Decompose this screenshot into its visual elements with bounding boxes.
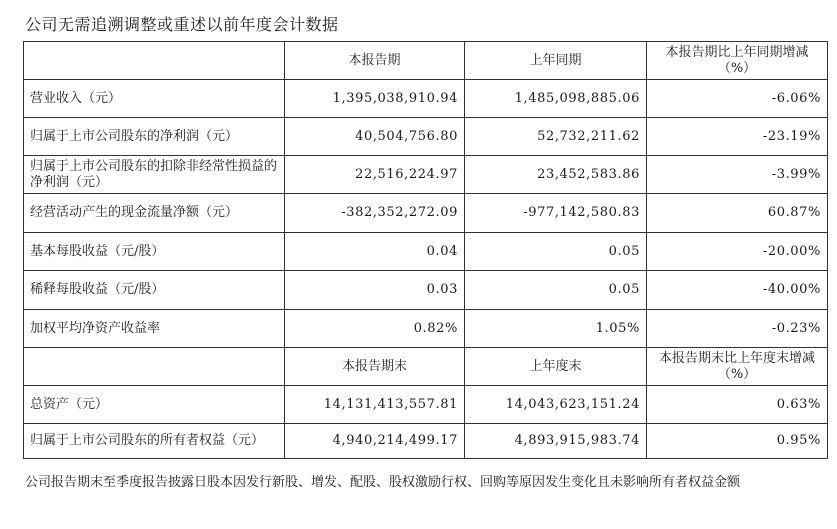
table-row (24, 271, 828, 310)
subheader-cell-prior-year-end: 上年度末 (465, 348, 647, 386)
row-current-value: 1,395,038,910.94 (285, 80, 465, 118)
row-current-value: 22,516,224.97 (285, 156, 465, 194)
header-cell-change: 本报告期比上年同期增减（%） (647, 42, 828, 80)
table-row (24, 310, 828, 348)
row-current-value: 40,504,756.80 (285, 118, 465, 156)
row-label: 基本每股收益（元/股） (24, 233, 285, 271)
table-row (24, 194, 828, 233)
subheader-cell-change: 本报告期末比上年度末增减（%） (647, 348, 828, 386)
table-subheader-row (24, 348, 828, 386)
row-label: 经营活动产生的现金流量净额（元） (24, 194, 285, 233)
row-change-value: 0.95% (647, 424, 828, 459)
subheader-cell-blank (24, 348, 285, 386)
row-prior-value: 0.05 (465, 271, 647, 310)
row-prior-value: 14,043,623,151.24 (465, 386, 647, 424)
row-change-value: 0.63% (647, 386, 828, 424)
table-row (24, 156, 828, 194)
table-row (24, 80, 828, 118)
row-current-value: -382,352,272.09 (285, 194, 465, 233)
row-change-value: 60.87% (647, 194, 828, 233)
row-current-value: 14,131,413,557.81 (285, 386, 465, 424)
row-label: 归属于上市公司股东的所有者权益（元） (24, 424, 285, 459)
row-change-value: -3.99% (647, 156, 828, 194)
row-change-value: -0.23% (647, 310, 828, 348)
row-current-value: 0.04 (285, 233, 465, 271)
table-row (24, 233, 828, 271)
row-current-value: 0.82% (285, 310, 465, 348)
row-label: 加权平均净资产收益率 (24, 310, 285, 348)
row-prior-value: 1.05% (465, 310, 647, 348)
row-label: 稀释每股收益（元/股） (24, 271, 285, 310)
row-prior-value: 52,732,211.62 (465, 118, 647, 156)
table-row (24, 424, 828, 459)
row-label: 总资产（元） (24, 386, 285, 424)
table-row (24, 386, 828, 424)
table-row (24, 118, 828, 156)
row-prior-value: -977,142,580.83 (465, 194, 647, 233)
row-label: 归属于上市公司股东的净利润（元） (24, 118, 285, 156)
row-change-value: -20.00% (647, 233, 828, 271)
row-change-value: -23.19% (647, 118, 828, 156)
financial-data-table (23, 41, 828, 459)
header-cell-prior-period: 上年同期 (465, 42, 647, 80)
subheader-cell-period-end: 本报告期末 (285, 348, 465, 386)
row-change-value: -6.06% (647, 80, 828, 118)
row-prior-value: 1,485,098,885.06 (465, 80, 647, 118)
table-header-row (24, 42, 828, 80)
header-cell-current-period: 本报告期 (285, 42, 465, 80)
row-change-value: -40.00% (647, 271, 828, 310)
header-cell-blank (24, 42, 285, 80)
row-label: 营业收入（元） (24, 80, 285, 118)
row-current-value: 4,940,214,499.17 (285, 424, 465, 459)
footnote: 公司报告期末至季度报告披露日股本因发行新股、增发、配股、股权激励行权、回购等原因发生变化且未影响所有者权益金额 (25, 475, 741, 490)
row-current-value: 0.03 (285, 271, 465, 310)
row-prior-value: 4,893,915,983.74 (465, 424, 647, 459)
row-prior-value: 0.05 (465, 233, 647, 271)
page-title: 公司无需追溯调整或重述以前年度会计数据 (25, 15, 339, 34)
row-label: 归属于上市公司股东的扣除非经常性损益的净利润（元） (24, 156, 285, 194)
row-prior-value: 23,452,583.86 (465, 156, 647, 194)
